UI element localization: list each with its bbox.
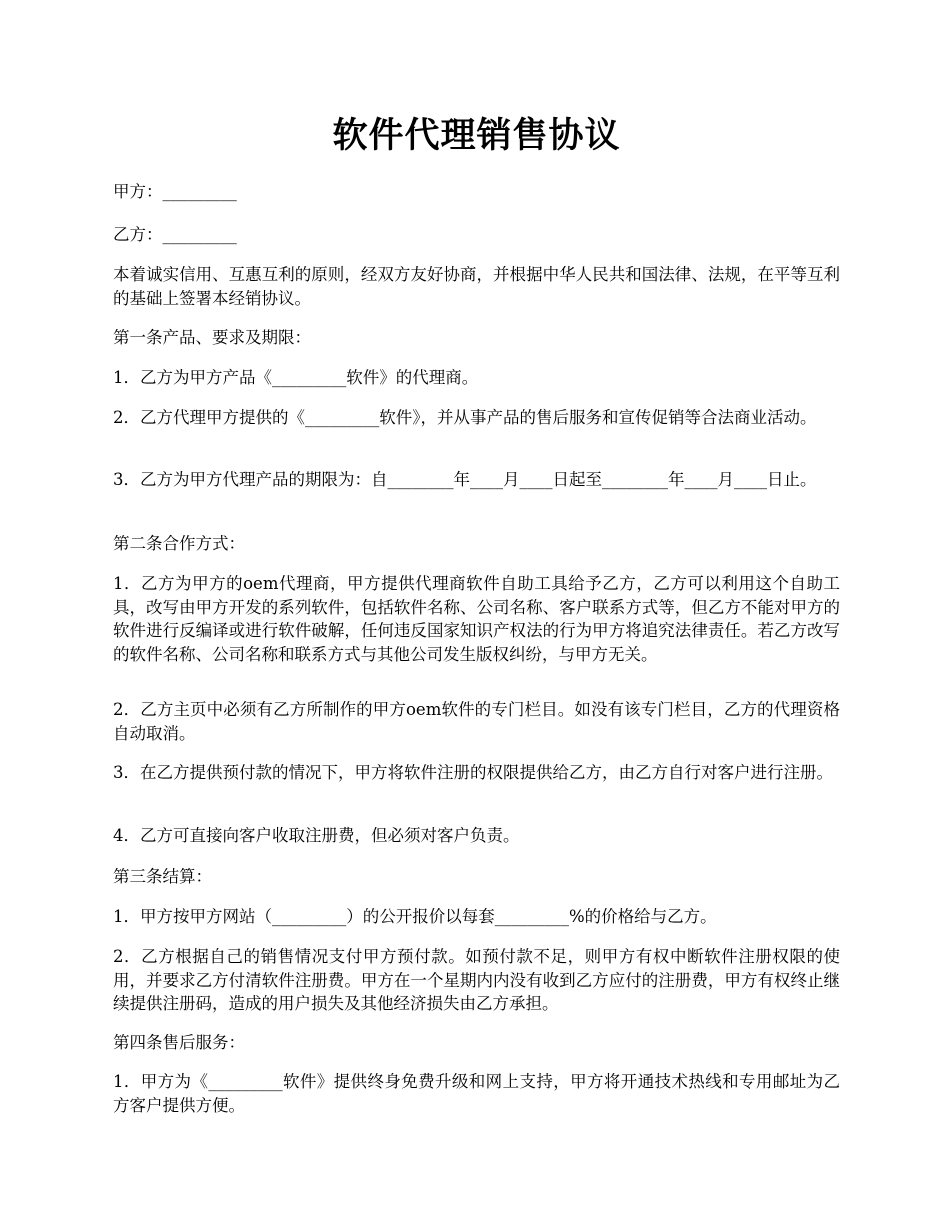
article-2-clause-2: 2．乙方主页中必须有乙方所制作的甲方oem软件的专门栏目。如没有该专门栏目，乙方的代理资格自动取消。 [113,700,840,743]
article-3-clause-1: 1．甲方按甲方网站（_________）的公开报价以每套_________%的价格给与乙方。 [113,907,717,926]
party-a-line: 甲方：_________ [113,182,237,201]
preamble-paragraph: 本着诚实信用、互惠互利的原则，经双方友好协商，并根据中华人民共和国法律、法规，在平等互利的基础上签署本经销协议。 [113,265,840,308]
party-b-line: 乙方：_________ [113,225,237,244]
article-1-heading: 第一条产品、要求及期限： [113,328,311,347]
article-2-clause-1: 1．乙方为甲方的oem代理商，甲方提供代理商软件自助工具给予乙方，乙方可以利用这个自助工具，改写由甲方开发的系列软件，包括软件名称、公司名称、客户联系方式等，但乙方不能对甲方的软件进行反编译或进行软件破解，任何违反国家知识产权法的行为甲方将追究法律责任。若乙方改写的软件名称、公司名称和联系方式与其他公司发生版权纠纷，与甲方无关。 [113,574,840,664]
article-1-clause-3: 3．乙方为甲方代理产品的期限为：自________年____月____日起至________年____月____日止。 [113,470,817,489]
article-1-clause-1: 1．乙方为甲方产品《_________软件》的代理商。 [113,368,479,387]
document-title: 软件代理销售协议 [332,116,621,156]
article-2-heading: 第二条合作方式： [113,534,245,553]
article-1-clause-2: 2．乙方代理甲方提供的《_________软件》，并从事产品的售后服务和宣传促销等合法商业活动。 [113,408,817,427]
article-4-heading: 第四条售后服务： [113,1033,245,1052]
article-2-clause-4: 4．乙方可直接向客户收取注册费，但必须对客户负责。 [113,826,520,845]
article-3-heading: 第三条结算： [113,867,212,886]
article-3-clause-2: 2．乙方根据自己的销售情况支付甲方预付款。如预付款不足，则甲方有权中断软件注册权限的使用，并要求乙方付清软件注册费。甲方在一个星期内内没有收到乙方应付的注册费，甲方有权终止继续提供注册码，造成的用户损失及其他经济损失由乙方承担。 [113,947,840,1013]
article-2-clause-3: 3．在乙方提供预付款的情况下，甲方将软件注册的权限提供给乙方，由乙方自行对客户进行注册。 [113,763,833,782]
article-4-clause-1: 1．甲方为《_________软件》提供终身免费升级和网上支持，甲方将开通技术热线和专用邮址为乙方客户提供方便。 [113,1072,840,1115]
